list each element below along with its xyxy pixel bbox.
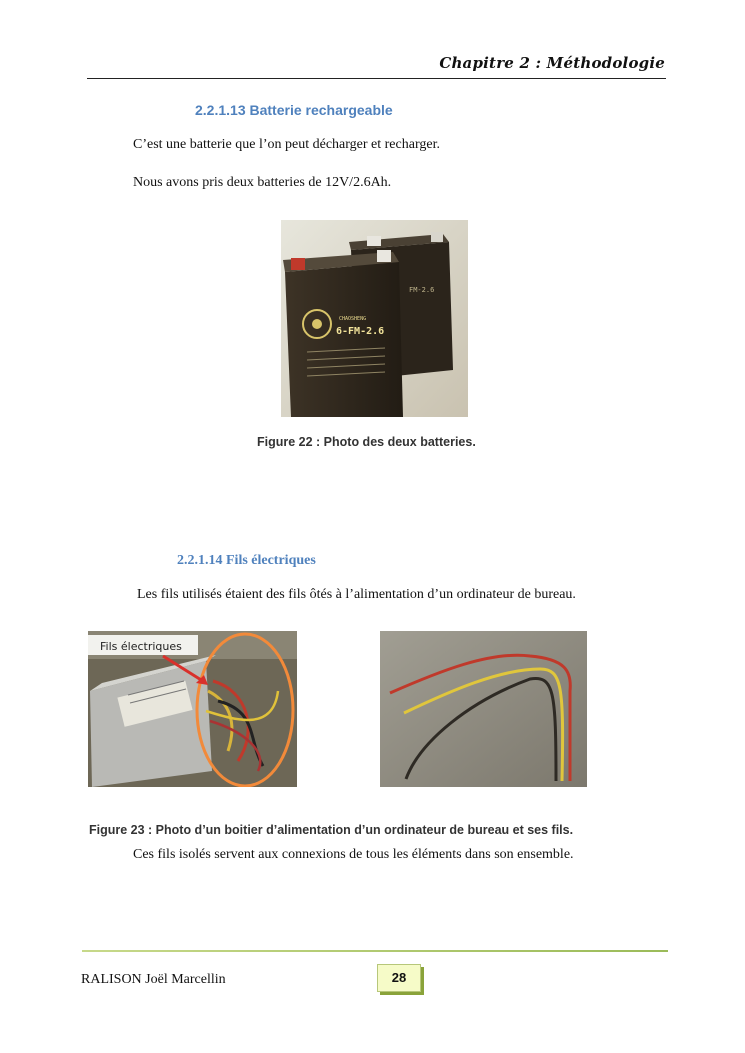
svg-text:FM-2.6: FM-2.6 [409,286,435,294]
paragraph-wires-origin: Les fils utilisés étaient des fils ôtés à l’alimentation d’un ordinateur de bureau. [137,587,576,602]
battery-brand-text: CHAOSHENG [339,316,367,322]
battery-model-text: 6-FM-2.6 [336,326,385,337]
footer-divider [82,950,668,952]
paragraph-battery-definition: C’est une batterie que l’on peut décharger et recharger. [133,137,440,152]
paragraph-battery-spec: Nous avons pris deux batteries de 12V/2.6Ah. [133,175,392,190]
power-supply-photo [88,631,297,787]
photo-label-fils: Fils électriques [100,640,182,653]
section-heading-batterie: 2.2.1.13 Batterie rechargeable [195,102,393,118]
figure-22-caption: Figure 22 : Photo des deux batteries. [257,435,476,449]
battery-photo [281,220,468,417]
section-heading-fils: 2.2.1.14 Fils électriques [177,553,316,568]
paragraph-wires-usage: Ces fils isolés servent aux connexions de tous les éléments dans son ensemble. [133,847,574,862]
figure-23-caption: Figure 23 : Photo d’un boitier d’alimentation d’un ordinateur de bureau et ses fils. [89,823,574,837]
chapter-title: Chapitre 2 : Méthodologie [439,54,665,72]
wires-photo [380,631,587,787]
page-number: 28 [377,964,421,992]
header-divider [87,78,666,79]
footer-author: RALISON Joël Marcellin [81,972,226,987]
